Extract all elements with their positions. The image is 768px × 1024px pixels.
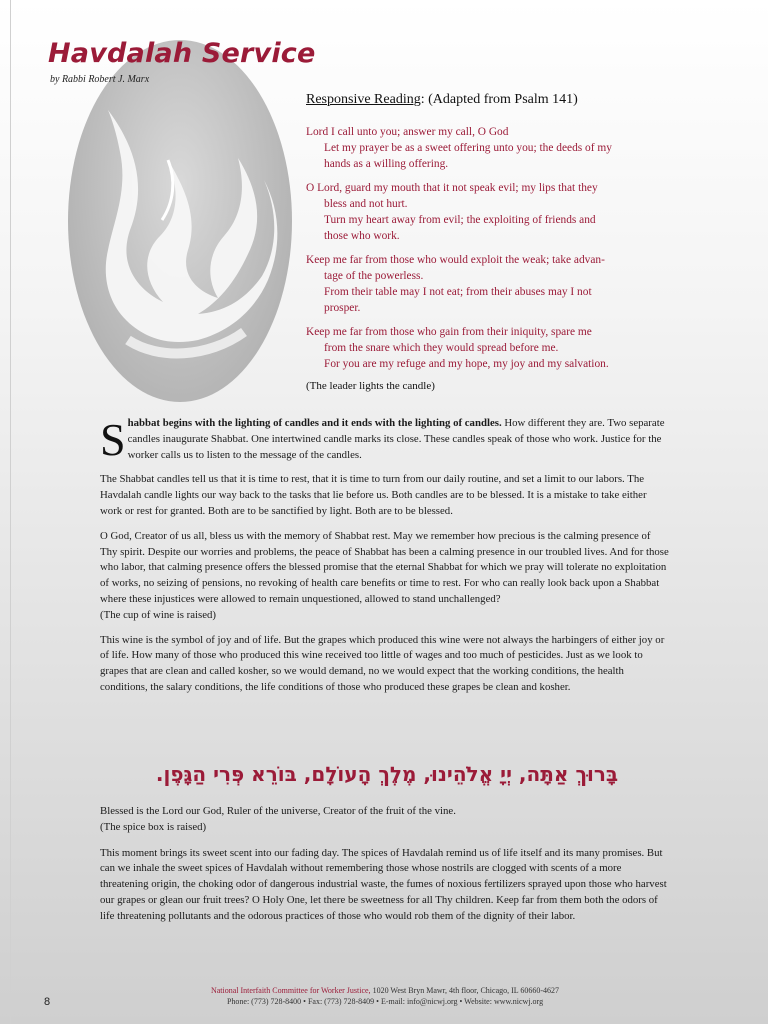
footer-org: National Interfaith Committee for Worker Justice, [210, 986, 371, 995]
page-number: 8 [44, 996, 51, 1008]
reading-line: Lord I call unto you; answer my call, O God [306, 126, 509, 138]
paragraph-text: How different they are. Two separate candles inaugurate Shabbat. One intertwined candle marks its close. These candles speak of those who work. Justice for the worker calls us to listen to the message of the candles. [127, 417, 665, 461]
paragraph [100, 400, 670, 463]
candle-flame-illustration [68, 40, 292, 402]
reading-response: Turn my heart away from evil; the exploiting of friends and [324, 214, 596, 226]
stage-direction: (The spice box is raised) [100, 820, 207, 833]
blessing-translation: Blessed is the Lord our God, Ruler of the universe, Creator of the fruit of the vine. [100, 805, 456, 817]
reading-response: For you are my refuge and my hope, my joy and my salvation. [324, 358, 609, 370]
reading-line: bless and not hurt. [324, 198, 408, 210]
lead-sentence: habbat begins with the lighting of candles and it ends with the lighting of candles. [127, 417, 502, 429]
reading-stanza [306, 124, 686, 172]
paragraph-text: O God, Creator of us all, bless us with the memory of Shabbat rest. May we remember how precious is the calming presence of Thy spirit. Despite our worries and problems, the peace of Shabbat has been a calming presence in our troubled lives. And for those who labor, that calming presence offers the blessed promise that the eternal Shabbat for which we pray will tolerate no exploitation of works, no seizing of pensions, no revoking of health care benefits or time to rest. For who can really look back upon a Shabbat where these injustices were allowed to remain unquestioned, allowed to stand unchallenged? [100, 529, 669, 605]
footer [100, 985, 670, 1007]
reading-response: hands as a willing offering. [324, 158, 449, 170]
reading-line: Keep me far from those who would exploit the weak; take advan- [306, 254, 605, 266]
footer-contact: Phone: (773) 728-8400 • Fax: (773) 728-8409 • E-mail: info@nicwj.org • Website: www.nicwj.org [226, 997, 544, 1006]
reading-stanza [306, 324, 686, 372]
drop-cap: S [100, 414, 126, 465]
reading-response: From their table may I not eat; from their abuses may I not [324, 286, 592, 298]
paragraph [100, 804, 670, 836]
paragraph: The Shabbat candles tell us that it is time to rest, that it is time to turn from our daily routine, and set a limit to our labors. The Havdalah candle lights our way back to the tasks that lie before us. Both candles are to be blessed. It is a mistake to take either work or rest for granted. Both are to be sanctified by light. Both are to be blessed. [100, 473, 647, 517]
responsive-reading-source: : (Adapted from Psalm 141) [420, 92, 578, 107]
responsive-reading-heading [306, 92, 578, 108]
reading-response: prosper. [324, 302, 361, 314]
paragraph [100, 529, 670, 624]
reading-response: Let my prayer be as a sweet offering unto you; the deeds of my [324, 142, 612, 154]
reading-stanza [306, 252, 686, 316]
responsive-reading [306, 124, 686, 380]
closing-body [100, 804, 670, 935]
reading-line: O Lord, guard my mouth that it not speak evil; my lips that they [306, 182, 598, 194]
paragraph: This moment brings its sweet scent into our fading day. The spices of Havdalah remind us of life itself and its many promises. But can we inhale the sweet spices of Havdalah without remembering those whose nostrils are clogged with scents of a more threatening origin, the choking odor of dangerous industrial waste, the fumes of noxious fertilizers sprayed upon those who harvest our grapes or glean our fruit trees? O Holy One, let there be sweetness for all Thy children. Keep far from them both the odors of life threatening pollutants and the odorous practices of those who would rob them of the dignity of their labor. [100, 846, 667, 922]
reading-line: Keep me far from those who gain from their iniquity, spare me [306, 326, 592, 338]
reading-line: tage of the powerless. [324, 270, 424, 282]
leader-note: (The leader lights the candle) [306, 380, 435, 392]
paragraph: This wine is the symbol of joy and of life. But the grapes which produced this wine were not always the harbingers of either joy or of life. How many of those who produced this wine received too little of wages and too much of pesticides. Just as we look to grapes that are clean and called kosher, so we would demand, no we would expect that the working conditions, the health conditions, the salary conditions, the life conditions of those who produced these grapes be clean and kosher. [100, 633, 665, 693]
reading-response: those who work. [324, 230, 400, 242]
main-body [100, 400, 670, 705]
footer-address [100, 985, 670, 996]
reading-stanza [306, 180, 686, 244]
page-title: Havdalah Service [48, 38, 316, 69]
author-byline: by Rabbi Robert J. Marx [50, 74, 150, 85]
hebrew-blessing: בָּרוּךְ אַתָּה, יְיָ אֱלֹהֵינוּ, מֶלֶךְ הָעוֹלָם, בּוֹרֵא פְּרִי הַגָּפֶן. [155, 762, 619, 786]
reading-line: from the snare which they would spread before me. [324, 342, 559, 354]
stage-direction: (The cup of wine is raised) [100, 608, 217, 621]
responsive-reading-label: Responsive Reading [306, 92, 421, 107]
footer-street: 1020 West Bryn Mawr, 4th floor, Chicago, IL 60660-4627 [370, 986, 560, 995]
flame-icon [68, 40, 292, 402]
